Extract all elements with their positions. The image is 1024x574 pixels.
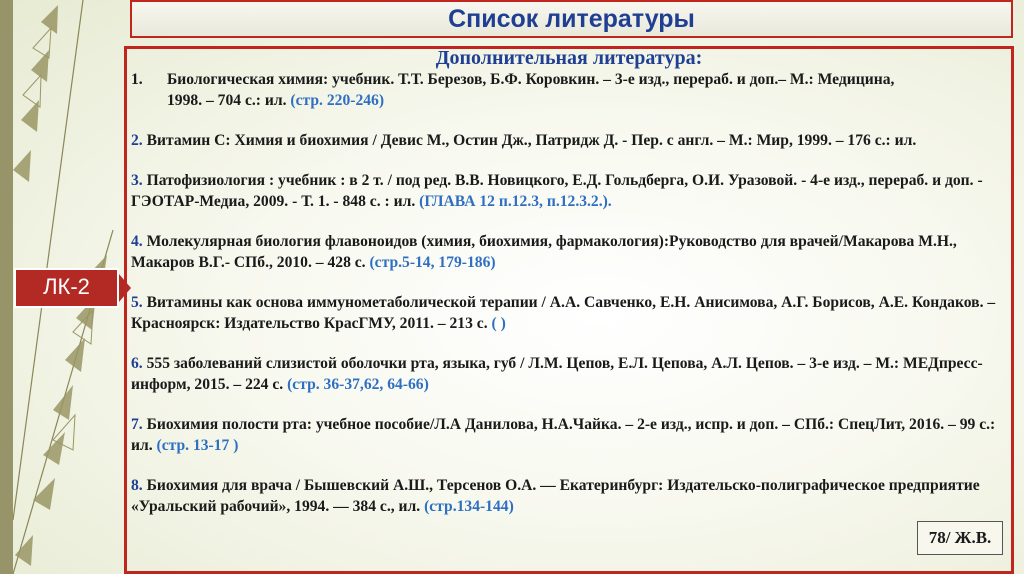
reference-text: Патофизиология : учебник : в 2 т. / под ред. В.В. Новицкого, Е.Д. Гольдберга, О.И. Уразовой. - 4-е изд., перераб. и доп. - ГЭОТАР-Медиа, 2009. - Т. 1. - 848 с. : ил. bbox=[131, 172, 983, 210]
reference-pages: (ГЛАВА 12 п.12.3, п.12.3.2.). bbox=[419, 193, 612, 210]
reference-text-cont: 1998. – 704 с.: ил. bbox=[167, 92, 291, 109]
reference-text: Биохимия полости рта: учебное пособие/Л.А Данилова, Н.А.Чайка. – 2-е изд., испр. и доп. – СПб.: СпецЛит, 2016. – 99 с.: ил. bbox=[131, 416, 996, 454]
reference-pages: (стр.5-14, 179-186) bbox=[369, 254, 496, 271]
reference-text: Биологическая химия: учебник. Т.Т. Березов, Б.Ф. Коровкин. – 3-е изд., перераб. и доп.– М.: Медицина, bbox=[167, 71, 895, 88]
subheading: Дополнительная литература: bbox=[435, 47, 703, 69]
reference-item-2 bbox=[131, 130, 1006, 151]
reference-number: 1. bbox=[131, 71, 143, 88]
reference-item-5 bbox=[131, 292, 1006, 334]
reference-text: Молекулярная биология флавоноидов (химия, биохимия, фармакология):Руководство для врачей/Макарова М.Н., Макаров В.Г.- СПб., 2010. – 428 с. bbox=[131, 233, 957, 271]
reference-number: 2. bbox=[131, 132, 143, 149]
page-number-box: 78/ Ж.В. bbox=[917, 521, 1003, 555]
reference-item-4 bbox=[131, 231, 1006, 273]
reference-number: 3. bbox=[131, 172, 143, 189]
badge-pointer bbox=[119, 274, 131, 302]
section-badge: ЛК-2 bbox=[14, 268, 119, 308]
reference-item-1 bbox=[131, 69, 1006, 111]
reference-text: 555 заболеваний слизистой оболочки рта, языка, губ / Л.М. Цепов, Е.Л. Цепова, А.Л. Цепов. – 3-е изд. – М.: МЕДпресс-информ, 2015. – 224 с. bbox=[131, 355, 983, 393]
reference-item-6 bbox=[131, 353, 1006, 395]
reference-number: 8. bbox=[131, 477, 143, 494]
reference-pages: (стр. 220-246) bbox=[290, 92, 385, 109]
reference-number: 5. bbox=[131, 294, 143, 311]
title-box bbox=[130, 0, 1013, 38]
reference-list bbox=[131, 69, 1006, 536]
reference-number: 7. bbox=[131, 416, 143, 433]
reference-text: Витамин С: Химия и биохимия / Девис М., Остин Дж., Патридж Д. - Пер. с англ. – М.: Мир, 1999. – 176 с.: ил. bbox=[146, 132, 917, 149]
reference-item-8 bbox=[131, 475, 1006, 517]
reference-item-3 bbox=[131, 170, 1006, 212]
reference-pages: ( ) bbox=[491, 315, 506, 332]
reference-number: 6. bbox=[131, 355, 143, 372]
reference-text: Биохимия для врача / Бышевский А.Ш., Терсенов О.А. — Екатеринбург: Издательско-полиграфическое предприятие «Уральский рабочий», 1994. — 384 с., ил. bbox=[131, 477, 980, 515]
left-strip bbox=[0, 0, 13, 574]
reference-item-7 bbox=[131, 414, 1006, 456]
reference-pages: (стр.134-144) bbox=[424, 498, 514, 515]
reference-pages: (стр. 36-37,62, 64-66) bbox=[287, 376, 429, 393]
page-title: Список литературы bbox=[448, 5, 695, 33]
reference-text: Витамины как основа иммунометаболической терапии / А.А. Савченко, Е.Н. Анисимова, А.Г. Борисов, А.Е. Кондаков. – Красноярск: Издательство КрасГМУ, 2011. – 213 с. bbox=[131, 294, 996, 332]
reference-number: 4. bbox=[131, 233, 143, 250]
reference-pages: (стр. 13-17 ) bbox=[156, 437, 239, 454]
